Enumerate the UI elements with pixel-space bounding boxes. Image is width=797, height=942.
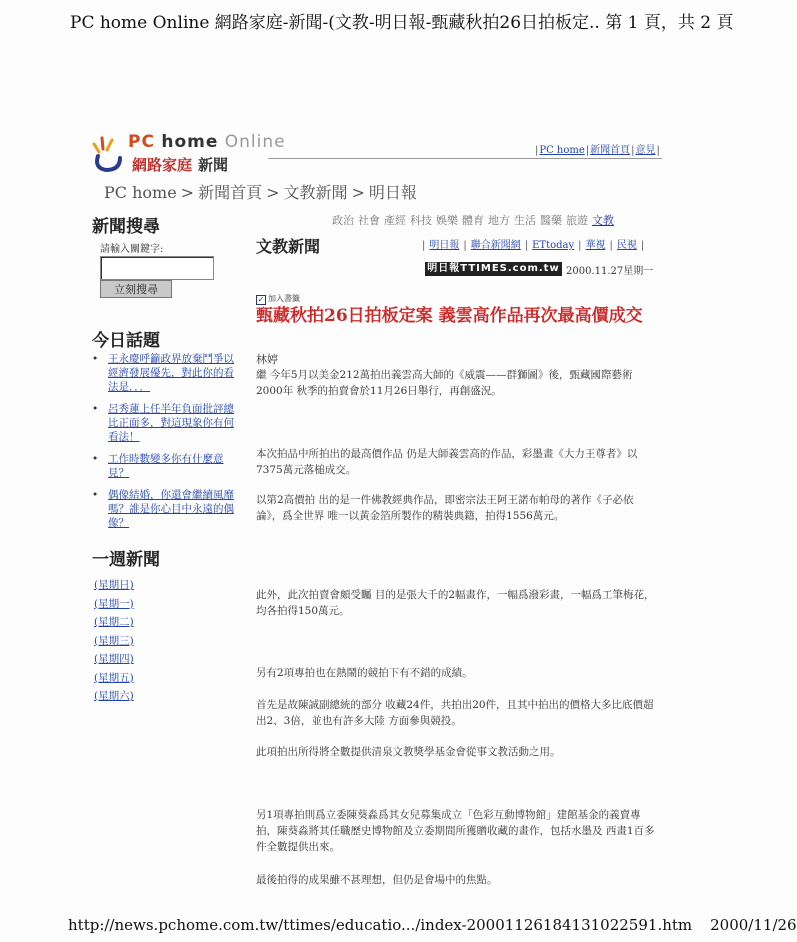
week-day-link[interactable]: (星期二) (94, 616, 134, 628)
article-paragraph: 另有2項專拍也在熱鬧的競拍下有不錯的成績。 (256, 667, 473, 679)
logo-cn-news: 新聞 (198, 156, 229, 174)
today-topics-title: 今日話題 (92, 331, 160, 351)
logo-online: Online (224, 132, 286, 152)
cat-education[interactable]: 文教 (592, 214, 614, 227)
footer-url: http://news.pchome.com.tw/ttimes/educatio.../index-20001126184131022591.htm (68, 916, 693, 934)
footer-date: 2000/11/26 (710, 916, 797, 934)
topic-link[interactable]: 偶像結婚，你還會繼續風靡嗎？誰是你心目中永遠的偶像？ (108, 489, 234, 529)
week-day-link[interactable]: (星期六) (94, 690, 134, 702)
week-item (94, 632, 134, 651)
print-footer (68, 916, 797, 934)
topic-link[interactable]: 工作時數變多你有什麼意見？ (108, 453, 224, 479)
article-paragraph: 最後拍得的成果雖不甚理想，但仍是會場中的焦點。 (256, 874, 498, 886)
topic-link[interactable]: 王永慶呼籲政界放棄鬥爭以經濟發展優先，對此你的看法是．．． (108, 353, 234, 393)
toplink-news-home[interactable]: 新聞首頁 (590, 145, 631, 156)
section-link-ettoday[interactable]: ETtoday (532, 240, 575, 251)
week-item (94, 650, 134, 669)
logo-home: home (161, 132, 219, 152)
cat-travel[interactable]: 旅遊 (566, 214, 588, 227)
week-item (94, 613, 134, 632)
cat-entertainment[interactable]: 娛樂 (436, 214, 458, 227)
article-paragraph: 本次拍品中所拍出的最高價作品 仍是大師義雲高的作品，彩墨畫《大力王尊者》以7375萬元落槌成交。 (256, 448, 638, 476)
week-item (94, 576, 134, 595)
section-title: 文教新聞 (256, 237, 321, 256)
topic-item (92, 402, 240, 444)
week-news-title: 一週新聞 (92, 550, 160, 570)
cat-society[interactable]: 社會 (358, 214, 380, 227)
topic-item (92, 488, 240, 530)
logo-english (128, 132, 286, 152)
topic-link[interactable]: 呂秀蓮上任半年負面批評總比正面多，對這現象你有何看法！ (108, 403, 234, 443)
bookmark-label: 加入書籤 (268, 294, 300, 303)
week-day-link[interactable]: (星期日) (94, 579, 134, 591)
cat-local[interactable]: 地方 (488, 214, 510, 227)
section-link-ttimes[interactable]: 明日報 (429, 240, 460, 251)
logo-chinese (132, 154, 228, 175)
cat-economy[interactable]: 產經 (384, 214, 406, 227)
topic-item (92, 452, 240, 480)
breadcrumb-ttimes[interactable]: 明日報 (368, 183, 417, 202)
article-paragraph: 另1項專拍則爲立委陳葵淼爲其女兒募集成立「色彩互動博物館」建館基金的義賣專拍，陳葵淼將其任職歷史博物館及立委期間所獲贈收藏的畫作，包括水墨及 西畫1百多件全數提供出來。 (256, 809, 655, 853)
toplink-feedback[interactable]: 意見 (635, 145, 656, 156)
article-title: 甄藏秋拍26日拍板定案 義雲高作品再次最高價成交 (256, 306, 643, 326)
breadcrumb-pchome[interactable]: PC home (104, 183, 177, 202)
cat-politics[interactable]: 政治 (332, 214, 354, 227)
ttimes-masthead: 明日報TTIMES.com.tw (425, 262, 562, 276)
section-links: | 明日報 | 聯合新聞網 | ETtoday | 華視 | 民視 | (422, 240, 645, 251)
article-paragraph: 此項拍出所得將全數提供清泉文教獎學基金會從事文教活動之用。 (256, 746, 561, 758)
header-divider (268, 158, 662, 159)
article-author: 林婷 (256, 353, 278, 366)
article-paragraph: 此外，此次拍賣會頗受矚 目的是張大千的2幅畫作，一幅爲潑彩畫，一幅爲工筆梅花，均各拍得150萬元。 (256, 589, 655, 617)
week-item (94, 669, 134, 688)
cat-health[interactable]: 醫藥 (540, 214, 562, 227)
breadcrumb: PC home > 新聞首頁 > 文教新聞 > 明日報 (104, 183, 417, 202)
search-label: 請輸入關鍵字: (100, 244, 164, 255)
checkbox-icon: ✓ (257, 295, 265, 304)
article-paragraph: 首先是故陳誠副總統的部分 收藏24件，共拍出20件，且其中拍出的價格大多比底價超出2、3倍，並也有許多大陸 方面參與競投。 (256, 699, 654, 727)
breadcrumb-education[interactable]: 文教新聞 (283, 183, 348, 202)
week-item (94, 595, 134, 614)
section-link-ftv[interactable]: 民視 (616, 240, 637, 251)
section-link-cts[interactable]: 華視 (585, 240, 606, 251)
bookmark-link[interactable] (256, 293, 300, 305)
article-paragraph: 繼 今年5月以美金212萬拍出義雲高大師的《威震——群獅圖》後，甄藏國際藝術2000年 秋季的拍賣會於11月26日舉行，再創盛況。 (256, 369, 633, 397)
week-day-link[interactable]: (星期四) (94, 653, 134, 665)
publish-date: 2000.11.27星期一 (566, 266, 654, 277)
print-header: PC home Online 網路家庭-新聞-(文教-明日報-甄藏秋拍26日拍板定.. 第 1 頁，共 2 頁 (70, 13, 734, 33)
today-topics-list (92, 352, 240, 538)
cat-life[interactable]: 生活 (514, 214, 536, 227)
week-day-link[interactable]: (星期一) (94, 597, 134, 610)
cat-sports[interactable]: 體育 (462, 214, 484, 227)
cat-tech[interactable]: 科技 (410, 214, 432, 227)
week-day-link[interactable]: (星期五) (94, 671, 134, 684)
week-day-link[interactable]: (星期三) (94, 634, 134, 647)
week-news-list (94, 576, 134, 706)
search-button[interactable]: 立刻搜尋 (100, 280, 172, 298)
search-title: 新聞搜尋 (92, 217, 160, 237)
article-paragraph: 以第2高價拍 出的是一件佛教經典作品，即密宗法王阿王諾布帕母的著作《子必依論》，爲全世界 唯一以黃金箔所製作的精裝典籍，拍得1556萬元。 (256, 494, 634, 522)
toplink-pchome[interactable]: PC home (539, 145, 585, 156)
week-item (94, 687, 134, 706)
search-input[interactable] (100, 256, 214, 280)
topic-item (92, 352, 240, 394)
section-link-udn[interactable]: 聯合新聞網 (470, 240, 521, 251)
breadcrumb-news-home[interactable]: 新聞首頁 (198, 183, 263, 202)
logo-cn-name: 網路家庭 (132, 156, 193, 174)
category-nav (332, 212, 614, 228)
logo-pc: PC (128, 132, 155, 152)
top-links: |PC home|新聞首頁|意見| (535, 145, 660, 156)
